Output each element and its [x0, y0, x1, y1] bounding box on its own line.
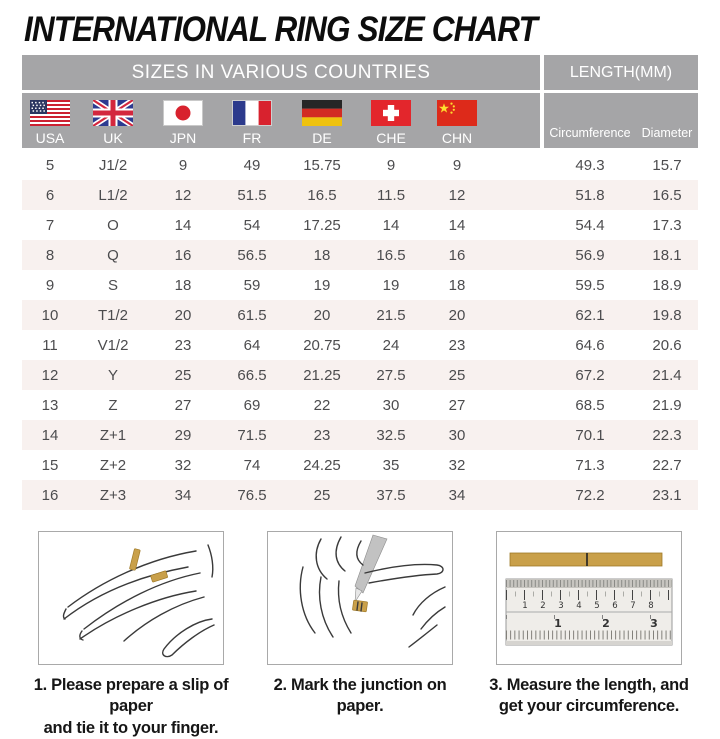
step-2-caption: 2. Mark the junction on paper. [273, 676, 447, 716]
table-cell: 16 [41, 486, 59, 504]
table-cell: 23 [448, 336, 466, 354]
table-cell: 64 [243, 336, 261, 354]
table-cell: 56.9 [575, 246, 605, 264]
column-header-uk [78, 93, 148, 148]
usa-flag-icon [30, 100, 70, 126]
svg-text:6: 6 [612, 601, 618, 611]
table-row [22, 180, 698, 210]
column-header-de [286, 93, 358, 148]
table-cell: 15.7 [652, 156, 682, 174]
table-cell: 20 [313, 306, 331, 324]
table-cell: 13 [41, 396, 59, 414]
step-1-caption: 1. Please prepare a slip of paper and tie it to your finger. [33, 676, 229, 737]
table-cell: Z+1 [99, 426, 127, 444]
table-cell: 32 [448, 456, 466, 474]
table-cell: 27 [448, 396, 466, 414]
column-header-diameter: Diameter [636, 93, 698, 148]
table-cell: 24 [382, 336, 400, 354]
step-2 [255, 531, 465, 739]
step-3-caption: 3. Measure the length, and get your circumference. [489, 676, 689, 716]
china-flag-icon [437, 100, 477, 126]
table-cell: 8 [45, 246, 55, 264]
svg-text:2: 2 [540, 601, 546, 611]
column-header-circumference: Circumference [544, 93, 636, 148]
table-cell: 17.25 [303, 216, 341, 234]
table-cell: 19 [382, 276, 400, 294]
table-row [22, 210, 698, 240]
table-cell: Y [107, 366, 118, 384]
table-cell: 59.5 [575, 276, 605, 294]
table-cell: 67.2 [575, 366, 605, 384]
table-cell: 34 [174, 486, 192, 504]
table-cell: 18 [313, 246, 331, 264]
table-cell: 72.2 [575, 486, 605, 504]
table-cell: S [107, 276, 118, 294]
table-cell: J1/2 [98, 156, 128, 174]
table-row [22, 150, 698, 180]
table-cell: 34 [448, 486, 466, 504]
table-row [22, 480, 698, 510]
table-cell: 61.5 [237, 306, 267, 324]
table-cell: 25 [448, 366, 466, 384]
ring-size-table [22, 55, 698, 510]
svg-text:3: 3 [558, 601, 564, 611]
table-cell: 19.8 [652, 306, 682, 324]
table-cell: 64.6 [575, 336, 605, 354]
hand-with-paper-slip-illustration [40, 533, 222, 663]
table-cell: 27.5 [376, 366, 406, 384]
table-cell: 21.9 [652, 396, 682, 414]
sizes-group-header: SIZES IN VARIOUS COUNTRIES [22, 55, 540, 90]
table-cell: V1/2 [97, 336, 129, 354]
table-cell: 23.1 [652, 486, 682, 504]
table-cell: 17.3 [652, 216, 682, 234]
column-label: FR [242, 129, 262, 146]
table-cell: 16.5 [376, 246, 406, 264]
table-cell: Z+2 [99, 456, 127, 474]
table-cell: 49.3 [575, 156, 605, 174]
table-cell: 25 [174, 366, 192, 384]
step-1-illustration-box [38, 531, 224, 665]
japan-flag-icon [163, 100, 203, 126]
table-cell: 16.5 [307, 186, 337, 204]
table-cell: 7 [45, 216, 55, 234]
table-cell: 21.4 [652, 366, 682, 384]
table-row [22, 270, 698, 300]
table-cell: 69 [243, 396, 261, 414]
table-row [22, 420, 698, 450]
svg-text:3: 3 [650, 617, 658, 630]
table-cell: 14 [382, 216, 400, 234]
table-cell: 59 [243, 276, 261, 294]
column-label: DE [312, 129, 332, 146]
table-cell: L1/2 [98, 186, 128, 204]
page-title: INTERNATIONAL RING SIZE CHART [24, 10, 537, 49]
svg-text:4: 4 [576, 601, 582, 611]
table-cell: 16 [448, 246, 466, 264]
table-cell: 11.5 [376, 186, 406, 204]
table-row [22, 450, 698, 480]
table-cell: 14 [174, 216, 192, 234]
column-header-chn [424, 93, 490, 148]
table-cell: 9 [386, 156, 396, 174]
table-cell: 16.5 [652, 186, 682, 204]
svg-text:8: 8 [648, 601, 654, 611]
table-cell: 23 [174, 336, 192, 354]
table-cell: 32 [174, 456, 192, 474]
table-column-header-row [22, 93, 698, 148]
table-cell: 30 [382, 396, 400, 414]
table-cell: 12 [448, 186, 466, 204]
table-cell: 66.5 [237, 366, 267, 384]
table-cell: 74 [243, 456, 261, 474]
table-cell: 9 [452, 156, 462, 174]
table-cell: 18 [448, 276, 466, 294]
table-row [22, 360, 698, 390]
column-label: JPN [169, 129, 197, 146]
table-cell: 30 [448, 426, 466, 444]
table-cell: 18.1 [652, 246, 682, 264]
step-2-illustration-box [267, 531, 453, 665]
table-cell: 12 [41, 366, 59, 384]
table-cell: 12 [174, 186, 192, 204]
table-cell: 20 [174, 306, 192, 324]
table-cell: 16 [174, 246, 192, 264]
table-row [22, 300, 698, 330]
table-cell: 27 [174, 396, 192, 414]
table-cell: 11 [42, 336, 58, 354]
table-cell: 71.5 [237, 426, 267, 444]
table-cell: 32.5 [376, 426, 406, 444]
switzerland-flag-icon [371, 100, 411, 126]
svg-text:1: 1 [554, 617, 562, 630]
table-cell: Q [107, 246, 119, 264]
table-cell: Z [108, 396, 118, 414]
svg-text:2: 2 [602, 617, 610, 630]
marking-paper-with-pencil-illustration [269, 533, 451, 663]
table-cell: T1/2 [97, 306, 128, 324]
column-header-usa [22, 93, 78, 148]
table-row [22, 330, 698, 360]
svg-text:5: 5 [594, 601, 600, 611]
table-cell: 20.6 [652, 336, 682, 354]
germany-flag-icon [302, 100, 342, 126]
measuring-instructions [0, 531, 720, 739]
table-cell: 21.25 [303, 366, 341, 384]
table-group-header-row [22, 55, 698, 90]
table-cell: 71.3 [575, 456, 605, 474]
table-cell: 6 [45, 186, 55, 204]
table-cell: 20.75 [303, 336, 341, 354]
table-cell: 22.7 [652, 456, 682, 474]
table-cell: 62.1 [575, 306, 605, 324]
ruler-measuring-illustration [498, 533, 680, 663]
table-row [22, 240, 698, 270]
uk-flag-icon [93, 100, 133, 126]
table-cell: 9 [45, 276, 55, 294]
header-spacer [490, 93, 540, 148]
table-row [22, 390, 698, 420]
table-cell: 24.25 [303, 456, 341, 474]
column-label: UK [103, 129, 123, 146]
france-flag-icon [232, 100, 272, 126]
column-header-jpn [148, 93, 218, 148]
table-cell: Z+3 [99, 486, 127, 504]
table-cell: 18.9 [652, 276, 682, 294]
table-cell: 23 [313, 426, 331, 444]
table-cell: 20 [448, 306, 466, 324]
table-cell: 14 [448, 216, 466, 234]
step-1 [26, 531, 236, 739]
table-cell: 70.1 [575, 426, 605, 444]
svg-text:7: 7 [630, 601, 636, 611]
table-cell: 21.5 [376, 306, 406, 324]
column-header-fr [218, 93, 286, 148]
table-cell: 49 [243, 156, 261, 174]
table-cell: 51.8 [575, 186, 605, 204]
column-label: CHN [441, 129, 473, 146]
table-cell: 22 [313, 396, 331, 414]
table-cell: 25 [313, 486, 331, 504]
table-cell: 54.4 [575, 216, 605, 234]
table-cell: 22.3 [652, 426, 682, 444]
table-cell: 68.5 [575, 396, 605, 414]
table-cell: 35 [382, 456, 400, 474]
length-group-header: LENGTH(MM) [544, 55, 698, 90]
svg-text:1: 1 [522, 601, 528, 611]
table-cell: 5 [45, 156, 55, 174]
table-cell: 15 [41, 456, 59, 474]
table-cell: 54 [243, 216, 261, 234]
table-cell: 19 [313, 276, 331, 294]
table-cell: 37.5 [376, 486, 406, 504]
table-cell: 15.75 [303, 156, 341, 174]
column-header-che [358, 93, 424, 148]
step-3-illustration-box [496, 531, 682, 665]
table-cell: 29 [174, 426, 192, 444]
table-cell: O [107, 216, 119, 234]
column-label: CHE [376, 129, 406, 146]
step-3 [484, 531, 694, 739]
table-cell: 56.5 [237, 246, 267, 264]
table-cell: 9 [178, 156, 188, 174]
table-cell: 18 [174, 276, 192, 294]
table-cell: 51.5 [237, 186, 267, 204]
table-cell: 14 [41, 426, 59, 444]
column-label: USA [35, 129, 65, 146]
table-cell: 10 [41, 306, 59, 324]
table-body [22, 150, 698, 510]
table-cell: 76.5 [237, 486, 267, 504]
